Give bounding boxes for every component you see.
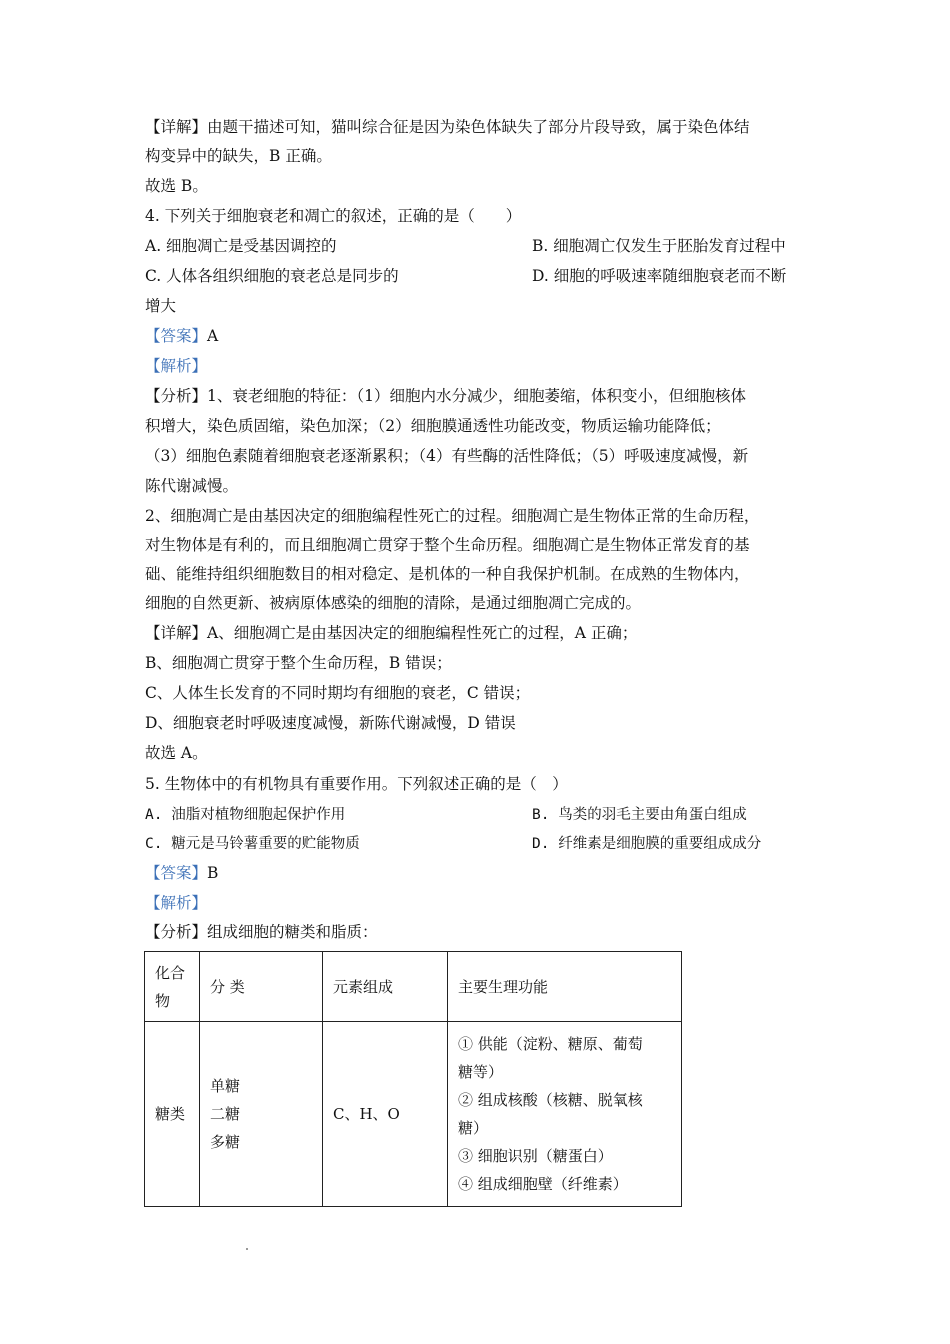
q4-answer	[145, 325, 218, 347]
prev-detail-line-1: 【详解】由题干描述可知，猫叫综合征是因为染色体缺失了部分片段导致，属于染色体结	[145, 118, 750, 136]
q4-analysis-line: 础、能维持组织细胞数目的相对稳定、是机体的一种自我保护机制。在成熟的生物体内，	[145, 565, 750, 583]
sugar-table	[144, 951, 682, 1207]
q5-option-d: D. 纤维素是细胞膜的重要组成成分	[532, 836, 762, 852]
q4-option-c: C. 人体各组织细胞的衰老总是同步的	[145, 267, 399, 285]
q5-option-a: A. 油脂对植物细胞起保护作用	[145, 807, 346, 823]
header-function: 主要生理功能	[448, 952, 682, 1022]
q5-option-c: C. 糖元是马铃薯重要的贮能物质	[145, 836, 360, 852]
q5-option-b: B. 鸟类的羽毛主要由角蛋白组成	[532, 807, 747, 823]
answer-value: A	[207, 327, 219, 345]
q4-choice: 故选 A。	[145, 744, 208, 762]
q4-option-a: A. 细胞凋亡是受基因调控的	[145, 237, 337, 255]
q4-jiexi-label: 【解析】	[145, 357, 208, 375]
page-mark	[246, 1248, 248, 1250]
header-compound-line: 化合	[155, 963, 186, 982]
q5-analysis: 【分析】组成细胞的糖类和脂质：	[145, 923, 378, 941]
header-category: 分 类	[200, 952, 323, 1022]
q4-analysis-line: 【分析】1、衰老细胞的特征：（1）细胞内水分减少，细胞萎缩，体积变小，但细胞核体	[145, 387, 746, 405]
q4-detail-line: D、细胞衰老时呼吸速度减慢，新陈代谢减慢，D 错误	[145, 714, 516, 732]
category-item: 单糖	[210, 1077, 241, 1095]
q4-detail-line: 【详解】A、细胞凋亡是由基因决定的细胞编程性死亡的过程，A 正确；	[145, 624, 638, 642]
q4-detail-line: B、细胞凋亡贯穿于整个生命历程，B 错误；	[145, 654, 452, 672]
cell-categories	[200, 1022, 323, 1207]
q5-stem: 5. 生物体中的有机物具有重要作用。下列叙述正确的是（ ）	[145, 775, 568, 793]
function-line: ② 组成核酸（核糖、脱氧核	[458, 1091, 643, 1109]
q4-analysis-line: （3）细胞色素随着细胞衰老逐渐累积；（4）有些酶的活性降低；（5）呼吸速度减慢，新	[145, 447, 749, 465]
function-line: 糖）	[458, 1119, 489, 1137]
category-item: 多糖	[210, 1133, 241, 1151]
function-line: ④ 组成细胞壁（纤维素）	[458, 1175, 628, 1193]
answer-label: 【答案】	[145, 864, 208, 882]
header-compound	[145, 952, 200, 1022]
table-row	[145, 1022, 682, 1207]
cell-compound: 糖类	[145, 1022, 200, 1207]
q5-answer	[145, 862, 218, 884]
function-line: ① 供能（淀粉、糖原、葡萄	[458, 1035, 643, 1053]
prev-choice: 故选 B。	[145, 177, 208, 195]
header-elements: 元素组成	[323, 952, 448, 1022]
q4-option-d-continued: 增大	[145, 297, 177, 315]
answer-value: B	[207, 864, 219, 882]
q4-analysis-line: 积增大，染色质固缩，染色加深；（2）细胞膜通透性功能改变，物质运输功能降低；	[145, 417, 721, 435]
answer-label: 【答案】	[145, 327, 208, 345]
q4-option-b: B. 细胞凋亡仅发生于胚胎发育过程中	[532, 237, 786, 255]
table-header-row	[145, 952, 682, 1022]
prev-detail-line-2: 构变异中的缺失，B 正确。	[145, 147, 332, 165]
q4-option-d: D. 细胞的呼吸速率随细胞衰老而不断	[532, 267, 787, 285]
cell-functions	[448, 1022, 682, 1207]
q4-analysis-line: 对生物体是有利的，而且细胞凋亡贯穿于整个生命历程。细胞凋亡是生物体正常发育的基	[145, 536, 750, 554]
q4-analysis-line: 2、细胞凋亡是由基因决定的细胞编程性死亡的过程。细胞凋亡是生物体正常的生命历程，	[145, 507, 760, 525]
q4-analysis-line: 陈代谢减慢。	[145, 477, 239, 495]
q4-detail-line: C、人体生长发育的不同时期均有细胞的衰老，C 错误；	[145, 684, 531, 702]
header-compound-line: 物	[155, 991, 171, 1010]
function-line: ③ 细胞识别（糖蛋白）	[458, 1147, 613, 1165]
cell-elements: C、H、O	[323, 1022, 448, 1207]
q4-stem: 4. 下列关于细胞衰老和凋亡的叙述，正确的是（ ）	[145, 207, 522, 225]
q5-jiexi-label: 【解析】	[145, 894, 208, 912]
q4-analysis-line: 细胞的自然更新、被病原体感染的细胞的清除，是通过细胞凋亡完成的。	[145, 594, 642, 612]
function-line: 糖等）	[458, 1063, 504, 1081]
category-item: 二糖	[210, 1105, 241, 1123]
